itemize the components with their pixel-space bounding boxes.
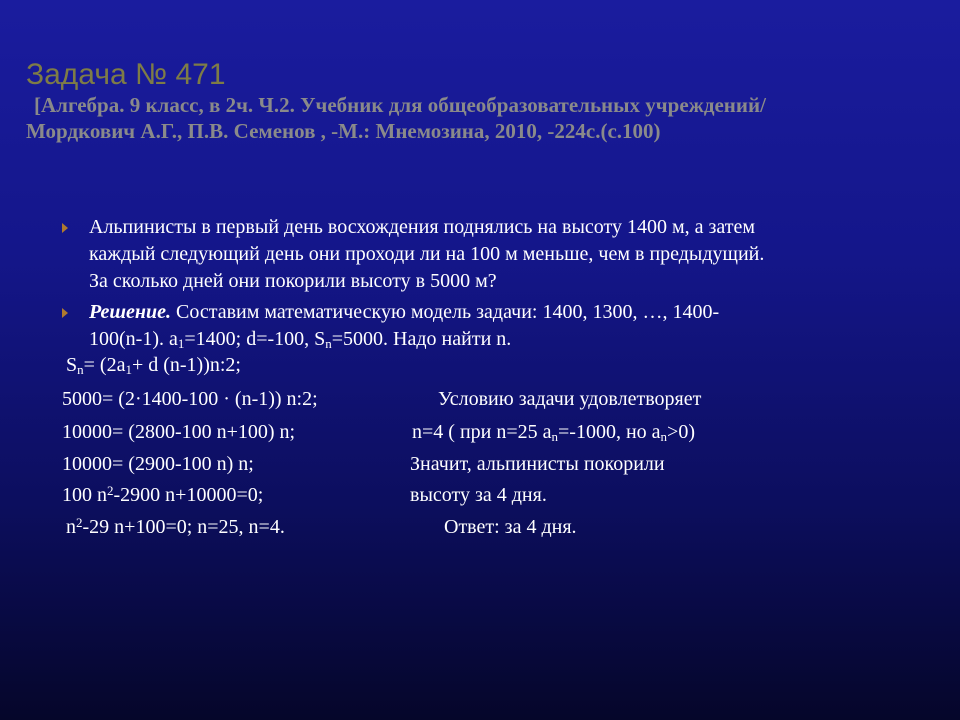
formula-text: -29 n+100=0; n=25, n=4. <box>82 516 285 538</box>
superscript: 2 <box>76 515 83 530</box>
solution-bullet <box>62 299 922 353</box>
note-text: =-1000, но a <box>558 421 661 443</box>
subscript: n <box>325 336 332 351</box>
formula-step-4 <box>62 482 263 509</box>
problem-line-3: За сколько дней они покорили высоту в 5000 м? <box>89 270 497 292</box>
formula-sum <box>66 352 241 379</box>
formula-text: -2900 n+10000=0; <box>113 484 264 506</box>
solution-text-2a: 100(n-1). a <box>89 328 178 350</box>
source-reference <box>26 92 936 144</box>
subscript: 1 <box>177 336 185 351</box>
formula-text: 100 n <box>62 484 107 506</box>
solution-line-2 <box>89 326 922 353</box>
bullet-list <box>62 214 922 357</box>
source-line-1: [Алгебра. 9 класс, в 2ч. Ч.2. Учебник для общеобразовательных учреждений/ <box>34 93 766 117</box>
solution-label: Решение. <box>89 301 172 323</box>
formula-step-1: 5000= (2·1400-100 · (n-1)) n:2; <box>62 388 318 410</box>
note-root-check <box>412 419 695 446</box>
note-conclusion-2: высоту за 4 дня. <box>410 484 547 506</box>
subscript: 1 <box>125 362 132 377</box>
subscript: n <box>77 362 84 377</box>
note-text: >0) <box>667 421 695 443</box>
source-line-2: Мордкович А.Г., П.В. Семенов , -М.: Мнемозина, 2010, -224с.(с.100) <box>26 119 661 143</box>
formula-step-2: 10000= (2800-100 n+100) n; <box>62 421 296 443</box>
problem-line-1: Альпинисты в первый день восхождения поднялись на высоту 1400 м, а затем <box>89 216 756 238</box>
formula-text: S <box>66 354 78 376</box>
formula-step-5 <box>66 514 285 541</box>
formula-step-3: 10000= (2900-100 n) n; <box>62 453 254 475</box>
answer-text: Ответ: за 4 дня. <box>444 516 577 538</box>
slide-title: Задача № 471 <box>26 58 226 91</box>
note-condition: Условию задачи удовлетворяет <box>438 388 702 410</box>
subscript: n <box>551 429 559 444</box>
subscript: n <box>660 429 668 444</box>
solution-text-2b: =1400; d=-100, S <box>184 328 326 350</box>
formula-text: + d (n-1))n:2; <box>131 354 241 376</box>
problem-line-2: каждый следующий день они проходи ли на 100 м меньше, чем в предыдущий. <box>89 243 765 265</box>
formula-text: = (2a <box>83 354 126 376</box>
solution-text-1: Составим математическую модель задачи: 1400, 1300, …, 1400- <box>171 301 720 323</box>
superscript: 2 <box>107 483 114 498</box>
note-text: n=4 ( при n=25 a <box>412 421 552 443</box>
problem-bullet <box>62 214 922 295</box>
title-block <box>26 58 936 144</box>
note-conclusion-1: Значит, альпинисты покорили <box>410 453 665 475</box>
bullet-arrow-icon <box>62 308 68 318</box>
bullet-arrow-icon <box>62 223 68 233</box>
formula-text: n <box>66 516 76 538</box>
solution-text-2c: =5000. Надо найти n. <box>331 328 512 350</box>
solution-line-1 <box>89 299 922 326</box>
